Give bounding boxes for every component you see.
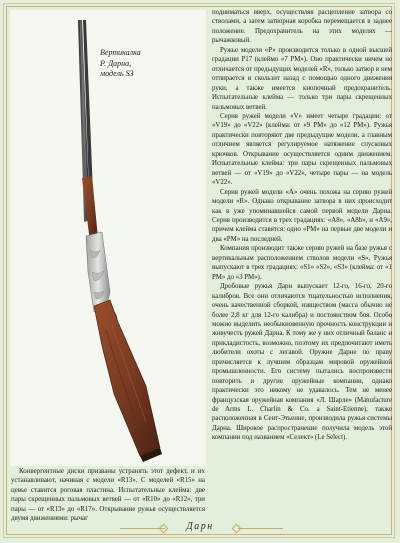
- running-title: Дарн: [186, 521, 214, 532]
- paragraph: Конвергентные диски призваны устранять этот дефект, и их устанавливают, начиная с модели «R13». С моделей «R15» на цевье ставится роговая пластина. Испытательные клейма: две пары скрещенных пальмовых ветвей — от «R10» до «R12», три пары — от «R13» до «R17». Открывание ружья осуществляется двумя движениями: рычаг: [11, 468, 205, 523]
- caption-line: Р. Дарна,: [100, 58, 132, 68]
- paragraph: Ружье модели «Р» производится только в одной высшей градации Р17 (клеймо «7 РМ»). Оно практически ничем не отличается от предыдущих моделей «R», только затвор в нем отпирается и скользит назад с помощью одного движения руки, а также имеется кнопочный предохранитель. Испытательные клейма — только три пары скрещенных пальмовых ветвей.: [212, 46, 392, 111]
- right-text-column: [212, 8, 392, 443]
- stock: [94, 300, 160, 456]
- caption-line: модель S3: [100, 69, 134, 78]
- caption-line: Вертикалка: [100, 48, 141, 57]
- paragraph: Серия ружей модели «V» имеет четыре градации: от «V19» до «V22» (клейма: от «9 РМ» до «12 РМ»). Ружья практически повторяют две предыдущие модели, а главным отличием является регулируемое натяжение спусковых крючков. Открывание осуществляется одним движением. Испытательные клейма: три пары скрещенных пальмовых ветвей — от «V19» до «V22», четыре пары — на модель «V22».: [212, 112, 392, 187]
- shotgun-image-panel: [10, 10, 206, 466]
- receiver: [86, 232, 110, 312]
- page-footer: [0, 520, 400, 538]
- paragraph: Дробовые ружья Дарн выпускает 12-го, 16-го, 20-го калибров. Все они отличаются тщательностью исполнения, очень качественной сборкой, изяществом (масса обычно не более 2,8 кг для 12-го калибра) и постоянством боя. Особо можно выделить необыкновенную прочность конструкции и живучесть ружей Дарна. К тому же у них отличный баланс и прикладистость, возможно, поэтому их предпочитают иметь любители охоты с легавой. Оружие Дарне по праву причисляется к лучшим образцам мировой оружейной промышленности. Его систему пытались воспроизвести повторить и другие оружейные компании, однако практически это никому не удавалось. Тем не менее французская оружейная компания «Л. Шарле» (Manufacture de Arms L. Charlin & Co. a Saint-Etienne), также расположенная в Сент-Этьенне, производила ружья системы Дарна. Широкое распространение получила модель этой компании под названием «Селект» (Le Select).: [212, 283, 392, 442]
- paragraph: Серия ружей модели «А» очень похожа на серию ружей модели «R». Однако открывание затвора в них происходит как в уже упоминавшейся самой первой модели Дарна. Серия производится в трех градациях: «А8», «А8b», и «А9», причем клейма ставятся: одно «РМ» на первые две модели и два «РМ» на последней.: [212, 188, 392, 243]
- paragraph: подниматься вверх, осуществляя расцепление затвора со стволами, а затем затворная коробка перемещается в заднее положение. Предохранитель на этих моделях — рычажковый.: [212, 9, 392, 45]
- footer-rule-right: [238, 528, 283, 529]
- bottom-text-column: [11, 467, 205, 524]
- image-caption: [100, 48, 200, 80]
- paragraph: Компания производит также серию ружей на базе ружья с вертикальным расположением стволов модели «S». Ружья выпускают в трех градациях: «S1» «S2», «S3» (клейма: от «1 РМ» до «3 РМ»).: [212, 245, 392, 281]
